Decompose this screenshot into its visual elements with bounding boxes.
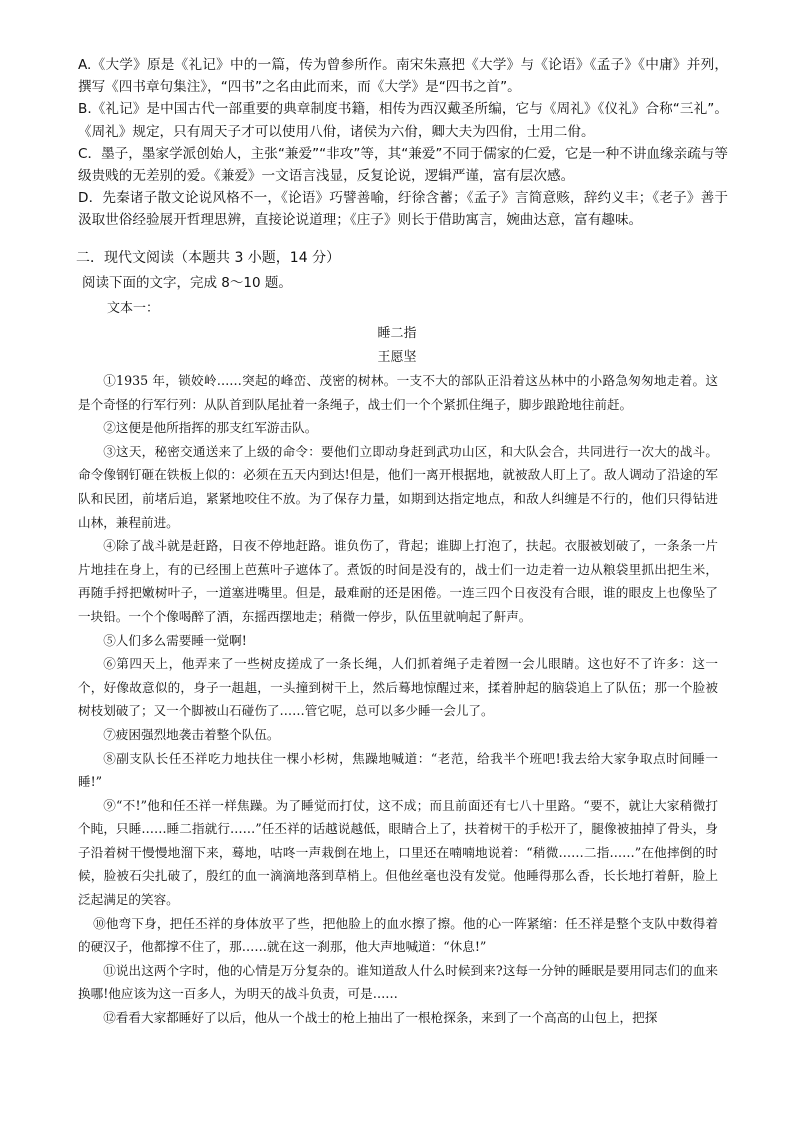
paragraph-5: ⑤人们多么需要睡一觉啊! — [103, 632, 247, 648]
story-author: 王愿坚 — [377, 350, 417, 365]
paragraph-6: ⑥第四天上，他弄来了一些树皮搓成了一条长绳，人们抓着绳子走着囫一会儿眼睛。这也好不了许多：这一个，好像故意似的，身子一趄趄，一头撞到树干上，然后蓦地惊醒过来，揉着肿起的脑袋追上了队伍；那一个脸被树枝划破了；又一个脚被山石碰伤了……管它呢，总可以多少睡一会儿了。 — [78, 656, 718, 719]
paragraph-12: ⑫看看大家都睡好了以后，他从一个战士的枪上抽出了一根枪探条，来到了一个高高的山包上，把探 — [103, 1010, 658, 1026]
story-title: 睡二指 — [377, 326, 417, 341]
option-b: B.《礼记》是中国古代一部重要的典章制度书籍，相传为西汉戴圣所编，它与《周礼》《仪礼》合称“三礼”。《周礼》规定，只有周天子才可以使用八佾，诸侯为六佾，卿大夫为四佾，士用二佾。 — [78, 101, 728, 140]
story-body — [78, 369, 718, 1030]
paragraph-10: ⑩他弯下身，把任丕祥的身体放平了些，把他脸上的血水擦了擦。他的心一阵紧缩：任丕祥是整个支队中数得着的硬汉子，他都撑不住了，那……就在这一刹那，他大声地喊道：“休息!” — [78, 915, 718, 955]
paragraph-7: ⑦疲困强烈地袭击着整个队伍。 — [103, 726, 280, 742]
option-d: D．先秦诸子散文论说风格不一，《论语》巧譬善喻，纡徐含蓄；《孟子》言简意赅，辞约义丰；《老子》善于汲取世俗经验展开哲理思辨，直接论说道理；《庄子》则长于借助寓言，婉曲达意，富有趣味。 — [78, 190, 728, 229]
answer-options — [78, 54, 728, 232]
reading-instruction: 阅读下面的文字，完成 8～10 题。 — [82, 275, 292, 291]
paragraph-1: ①1935 年，锁姣岭……突起的峰峦、茂密的树林。一支不大的部队正沿着这丛林中的小路急匆匆地走着。这是个奇怪的行军行列：从队首到队尾扯着一条绳子，战士们一个个紧抓住绳子，脚步踉跄地往前赶。 — [78, 373, 718, 412]
paragraph-2: ②这便是他所指挥的那支红军游击队。 — [103, 420, 318, 436]
paragraph-8: ⑧副支队长任丕祥吃力地扶住一棵小杉树，焦躁地喊道：“老范，给我半个班吧!我去给大家争取点时间睡一睡!” — [78, 750, 718, 790]
paragraph-3: ③这天，秘密交通送来了上级的命令：要他们立即动身赶到武功山区，和大队会合，共同进行一次大的战斗。命令像钢钉砸在铁板上似的：必须在五天内到达!但是，他们一离开根据地，就被敌人盯上了。敌人调动了沿途的军队和民团，前堵后追，紧紧地咬住不放。为了保存力量，如期到达指定地点，和敌人纠缠是不行的，他们只得钻进山林，兼程前进。 — [78, 443, 718, 530]
paragraph-4: ④除了战斗就是赶路，日夜不停地赶路。谁负伤了，背起；谁脚上打泡了，扶起。衣服被划破了，一条条一片片地挂在身上，有的已经围上芭蕉叶子遮体了。煮饭的时间是没有的，战士们一边走着一边从粮袋里抓出把生米，再随手捋把嫩树叶子，一道塞进嘴里。但是，最难耐的还是困倦。一连三四个日夜没有合眼，谁的眼皮上也像坠了一块铅。一个个像喝醉了酒，东摇西摆地走；稍微一停步，队伍里就响起了鼾声。 — [78, 538, 718, 624]
paragraph-11: ⑪说出这两个字时，他的心情是万分复杂的。谁知道敌人什么时候到来?这每一分钟的睡眠是要用同志们的血来换哪!他应该为这一百多人，为明天的战斗负责，可是…… — [78, 962, 718, 1002]
section-heading: 二．现代文阅读（本题共 3 小题，14 分） — [76, 250, 341, 266]
option-c: C．墨子，墨家学派创始人，主张“兼爱”“非攻”等，其“兼爱”不同于儒家的仁爱，它是一种不讲血缘亲疏与等级贵贱的无差别的爱。《兼爱》一文语言浅显，反复论说，逻辑严谨，富有层次感。 — [78, 145, 728, 185]
paragraph-9: ⑨“不!”他和任丕祥一样焦躁。为了睡觉而打仗，这不成；而且前面还有七八十里路。“要不，就让大家稍微打个盹，只睡……睡二指就行……”任丕祥的话越说越低，眼睛合上了，扶着树干的手松开了，腿像被抽掉了骨头，身子沿着树干慢慢地溜下来，蓦地，咕咚一声栽倒在地上，口里还在喃喃地说着：“稍微……二指……”在他摔倒的时候，脸被石尖扎破了，殷红的血一滴滴地落到草梢上。但他丝毫也没有发觉。他睡得那么香，长长地打着鼾，脸上泛起满足的笑容。 — [78, 797, 718, 908]
text-label: 文本一： — [107, 301, 160, 316]
option-a: A.《大学》原是《礼记》中的一篇，传为曾参所作。南宋朱熹把《大学》与《论语》《孟子》《中庸》并列，撰写《四书章句集注》，“四书”之名由此而来，而《大学》是“四书之首”。 — [78, 57, 728, 96]
